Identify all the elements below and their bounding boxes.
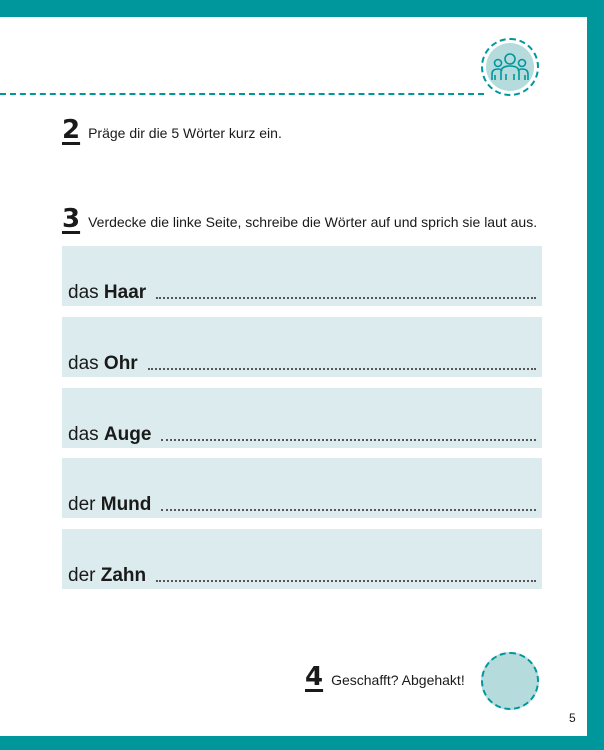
- done-checkbox-circle[interactable]: [481, 652, 539, 710]
- step-2: [62, 117, 282, 143]
- page-frame-bottom: [0, 736, 604, 750]
- step-instruction: Verdecke die linke Seite, schreibe die Wörter auf und sprich sie laut aus.: [88, 214, 538, 230]
- header-dashed-line: [0, 93, 484, 95]
- writing-line[interactable]: [148, 368, 536, 370]
- step-3: [62, 206, 537, 232]
- word-label: [68, 566, 146, 585]
- page-number: 5: [569, 711, 576, 725]
- step-instruction: Geschafft? Abgehakt!: [331, 672, 465, 688]
- word-row-auge: [62, 388, 542, 448]
- step-number: 2: [62, 115, 81, 145]
- step-number: 4: [305, 662, 324, 692]
- step-number: 3: [62, 204, 81, 234]
- writing-line[interactable]: [156, 297, 536, 299]
- word-label: [68, 495, 151, 514]
- word-label: [68, 425, 151, 444]
- word-noun: Auge: [103, 424, 152, 445]
- word-noun: Ohr: [103, 353, 138, 374]
- word-label: [68, 283, 146, 302]
- word-article: der: [68, 494, 96, 515]
- step-4: [305, 664, 465, 690]
- word-article: der: [68, 565, 96, 586]
- writing-line[interactable]: [156, 580, 536, 582]
- page-frame-top: [0, 0, 604, 17]
- word-noun: Zahn: [100, 565, 147, 586]
- word-article: das: [68, 424, 99, 445]
- step-instruction: Präge dir die 5 Wörter kurz ein.: [88, 125, 282, 141]
- word-row-haar: [62, 246, 542, 306]
- writing-line[interactable]: [161, 509, 536, 511]
- word-noun: Mund: [100, 494, 152, 515]
- word-article: das: [68, 353, 99, 374]
- word-row-zahn: [62, 529, 542, 589]
- page-frame-right: [587, 0, 604, 750]
- word-article: das: [68, 282, 99, 303]
- word-row-ohr: [62, 317, 542, 377]
- writing-line[interactable]: [161, 439, 536, 441]
- word-noun: Haar: [103, 282, 147, 303]
- header-badge: [481, 38, 539, 96]
- word-label: [68, 354, 138, 373]
- people-group-icon: [486, 43, 534, 91]
- word-row-mund: [62, 458, 542, 518]
